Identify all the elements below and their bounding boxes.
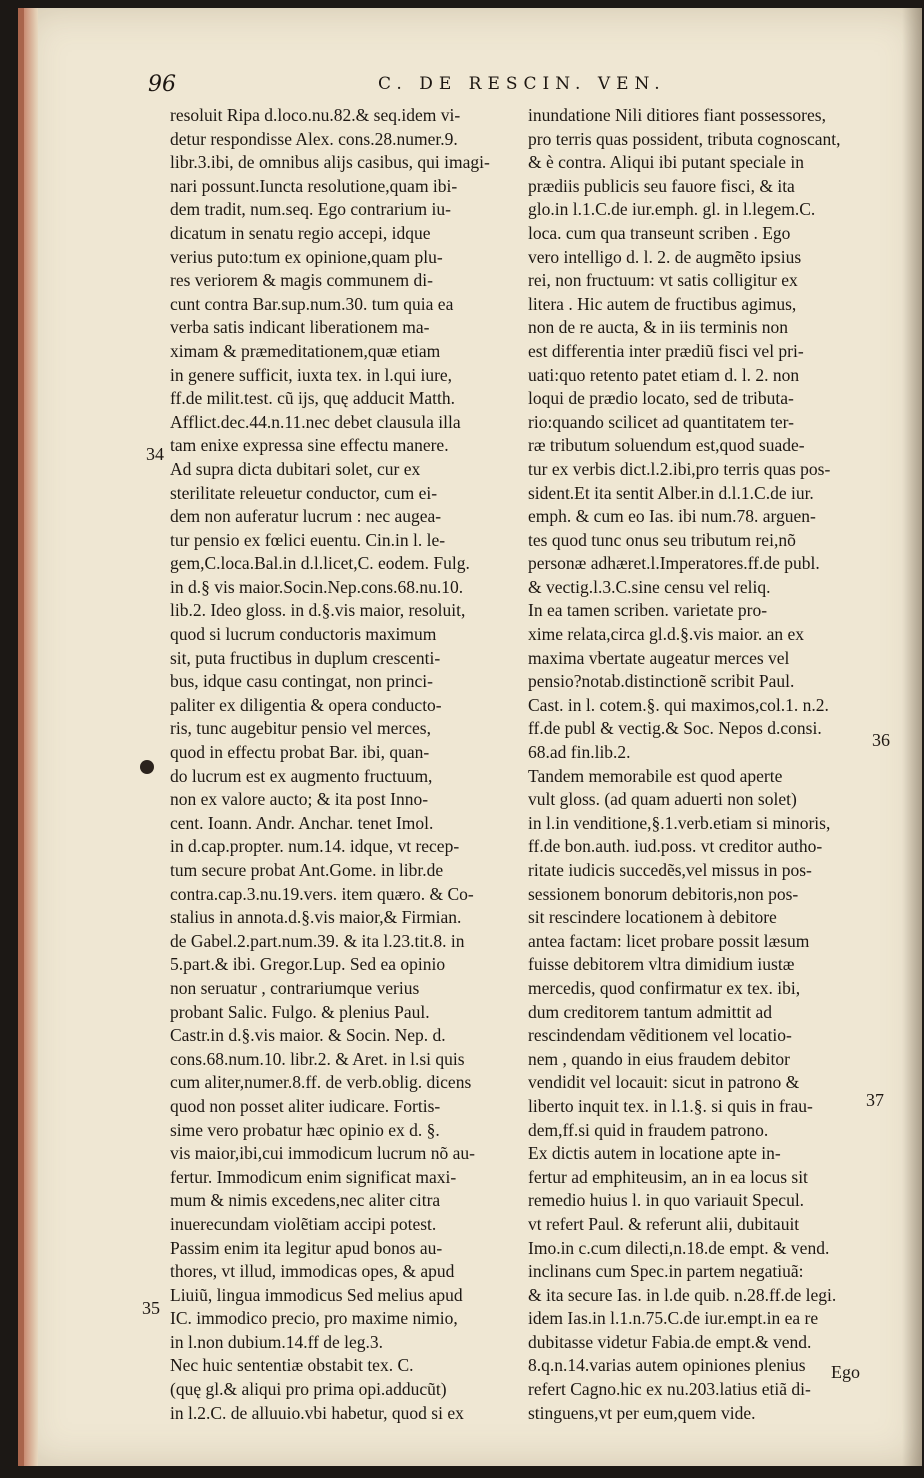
text-line: emph. & cum eo Ias. ibi num.78. arguen- (528, 506, 816, 527)
text-line: personæ adhæret.l.Imperatores.ff.de publ. (528, 553, 820, 574)
text-line: ritate iudicis succedẽs,vel missus in pos- (528, 860, 812, 880)
text-line: ris, tunc augebitur pensio vel merces, (170, 718, 431, 739)
text-line: inundatione Nili ditiores fiant possessores, (528, 105, 826, 125)
text-line: bus, idque casu contingat, non princi- (170, 671, 433, 692)
text-line: Afflict.dec.44.n.11.nec debet clausula illa (170, 411, 461, 432)
text-line: Imo.in c.cum dilecti,n.18.de empt. & vend. (528, 1237, 830, 1258)
text-line: vis maior,ibi,cui immodicum lucrum nõ au- (170, 1143, 476, 1164)
text-line: resoluit Ripa d.loco.nu.82.& seq.idem vi- (170, 105, 461, 125)
text-line: ff.de publ & vectig.& Soc. Nepos d.consi. (528, 718, 822, 739)
page-header (148, 72, 868, 104)
text-line: tur ex verbis dict.l.2.ibi,pro terris quas pos- (528, 458, 831, 479)
text-line: tam enixe expressa sine effectu manere. (170, 435, 449, 456)
text-line: 68.ad fin.lib.2. (528, 742, 631, 763)
text-line: refert Cagno.hic ex nu.203.latius etiã di- (528, 1379, 811, 1400)
text-line: Cast. in l. cotem.§. qui maximos,col.1. n.2. (528, 694, 829, 715)
text-line: ræ tributum soluendum est,quod suade- (528, 435, 805, 456)
text-line: sessionem bonorum debitoris,non pos- (528, 883, 799, 904)
text-line: gem,C.loca.Bal.in d.l.licet,C. eodem. Fulg. (170, 553, 470, 574)
text-line: tes quod tunc onus seu tributum rei,nõ (528, 529, 796, 550)
text-line: non ex valore aucto; & ita post Inno- (170, 789, 429, 810)
margin-number-36: 36 (872, 730, 890, 750)
text-line: dem non auferatur lucrum : nec augea- (170, 506, 442, 527)
text-line: dem tradit, num.seq. Ego contrarium iu- (170, 199, 451, 220)
text-line: est differentia inter prædiũ fisci vel pri- (528, 340, 804, 361)
text-line: loca. cum qua transeunt scriben . Ego (528, 222, 791, 243)
text-line: cunt contra Bar.sup.num.30. tum quia ea (170, 293, 454, 314)
text-line: ff.de bon.auth. iud.poss. vt creditor autho- (528, 836, 823, 857)
text-line: non seruatur , contrariumque verius (170, 977, 420, 998)
text-line: non de re aucta, & in iis terminis non (528, 317, 789, 338)
text-line: mum & nimis excedens,nec aliter citra (170, 1190, 441, 1211)
text-line: fuisse debitorem vltra dimidium iustæ (528, 954, 795, 975)
text-line: sident.Et ita sentit Alber.in d.l.1.C.de iur. (528, 482, 814, 503)
text-line: uati:quo retento patet etiam d. l. 2. non (528, 364, 800, 385)
text-line: & è contra. Aliqui ibi putant speciale in (528, 152, 805, 173)
text-line: cons.68.num.10. libr.2. & Aret. in l.si quis (170, 1048, 465, 1069)
text-line: litera . Hic autem de fructibus agimus, (528, 293, 797, 314)
text-line: lib.2. Ideo gloss. in d.§.vis maior, resoluit, (170, 600, 466, 621)
margin-number-37: 37 (866, 1090, 884, 1110)
text-line: sime vero probatur hæc opinio ex d. §. (170, 1119, 440, 1140)
text-line: res veriorem & magis communem di- (170, 270, 433, 291)
text-line: & vectig.l.3.C.sine censu vel reliq. (528, 576, 771, 597)
text-line: rio:quando scilicet ad quantitatem ter- (528, 411, 794, 432)
text-line: in l.2.C. de alluuio.vbi habetur, quod si ex (170, 1402, 464, 1423)
text-line: fertur. Immodicum enim significat maxi- (170, 1166, 457, 1187)
text-line: quod si lucrum conductoris maximum (170, 624, 437, 645)
text-line: Passim enim ita legitur apud bonos au- (170, 1237, 443, 1258)
text-line: contra.cap.3.nu.19.vers. item quæro. & Co- (170, 883, 474, 904)
text-line: dicatum in senatu regio accepi, idque (170, 222, 431, 243)
ink-blot (140, 760, 154, 774)
text-line: do lucrum est ex augmento fructuum, (170, 765, 433, 786)
text-line: idem Ias.in l.1.n.75.C.de iur.empt.in ea re (528, 1308, 819, 1329)
text-line: cum aliter,numer.8.ff. de verb.oblig. dicens (170, 1072, 472, 1093)
text-line: xime relata,circa gl.d.§.vis maior. an ex (528, 624, 805, 645)
text-line: vero intelligo d. l. 2. de augmẽto ipsius (528, 246, 802, 267)
text-line: cent. Ioann. Andr. Anchar. tenet Imol. (170, 812, 434, 833)
text-line: Ex dictis autem in locatione apte in- (528, 1143, 781, 1164)
text-line: nari possunt.Iuncta resolutione,quam ibi- (170, 175, 458, 196)
text-line: in genere sufficit, iuxta tex. in l.qui iure, (170, 364, 453, 385)
right-column (528, 104, 884, 1425)
text-line: in d.§ vis maior.Socin.Nep.cons.68.nu.10. (170, 576, 464, 597)
left-column (170, 104, 526, 1425)
text-line: dubitasse videtur Fabia.de empt.& vend. (528, 1331, 812, 1352)
text-line: 8.q.n.14.varias autem opiniones plenius (528, 1355, 806, 1376)
text-line: Tandem memorabile est quod aperte (528, 765, 783, 786)
text-line: detur respondisse Alex. cons.28.numer.9. (170, 128, 458, 149)
text-line: prædiis publicis seu fauore fisci, & ita (528, 175, 795, 196)
text-line: ff.de milit.test. cũ ijs, quę adducit Matth. (170, 388, 455, 409)
text-line: Nec huic sententiæ obstabit tex. C. (170, 1355, 414, 1376)
text-line: rei, non fructuum: vt satis colligitur ex (528, 270, 798, 291)
text-line: Castr.in d.§.vis maior. & Socin. Nep. d. (170, 1025, 446, 1046)
text-line: nem , quando in eius fraudem debitor (528, 1048, 790, 1069)
page-edge-shadow (902, 8, 922, 1466)
text-line: probant Salic. Fulgo. & plenius Paul. (170, 1001, 430, 1022)
margin-number-34: 34 (146, 444, 164, 464)
text-line: sterilitate releuetur conductor, cum ei- (170, 482, 438, 503)
text-line: dum creditorem tantum admittit ad (528, 1001, 772, 1022)
text-line: In ea tamen scriben. varietate pro- (528, 600, 768, 621)
text-line: thores, vt illud, immodicas opes, & apud (170, 1261, 455, 1282)
text-line: tum secure probat Ant.Gome. in libr.de (170, 860, 444, 880)
text-line: in l.in venditione,§.1.verb.etiam si minoris, (528, 812, 831, 833)
text-line: pensio?notab.distinctionẽ scribit Paul. (528, 671, 795, 692)
text-line: glo.in l.1.C.de iur.emph. gl. in l.legem.C. (528, 199, 816, 220)
text-line: libr.3.ibi, de omnibus alijs casibus, qui imagi- (170, 152, 490, 173)
text-line: dem,ff.si quid in fraudem patrono. (528, 1119, 769, 1140)
catchword: Ego (831, 1362, 860, 1382)
text-line: vult gloss. (ad quam aduerti non solet) (528, 789, 797, 810)
text-line: remedio huius l. in quo variauit Specul. (528, 1190, 805, 1211)
text-line: fertur ad emphiteusim, an in ea locus sit (528, 1166, 808, 1187)
text-line: maxima vbertate augeatur merces vel (528, 647, 790, 668)
text-line: Ad supra dicta dubitari solet, cur ex (170, 458, 421, 479)
text-line: de Gabel.2.part.num.39. & ita l.23.tit.8. in (170, 930, 465, 951)
text-line: verba satis indicant liberationem ma- (170, 317, 430, 338)
text-line: in l.non dubium.14.ff de leg.3. (170, 1331, 384, 1352)
text-line: vendidit vel locauit: sicut in patrono & (528, 1072, 800, 1093)
text-line: 5.part.& ibi. Gregor.Lup. Sed ea opinio (170, 954, 446, 975)
text-line: sit rescindere locationem à debitore (528, 907, 777, 928)
text-line: mercedis, quod confirmatur ex tex. ibi, (528, 977, 801, 998)
page-gutter (24, 8, 38, 1466)
text-line: vt refert Paul. & referunt alii, dubitauit (528, 1213, 800, 1234)
text-line: ximam & præmeditationem,quæ etiam (170, 340, 441, 361)
text-line: quod non posset aliter iudicare. Fortis- (170, 1095, 441, 1116)
text-line: rescindendam vẽditionem vel locatio- (528, 1025, 792, 1046)
text-line: antea factam: licet probare possit læsum (528, 930, 810, 951)
text-line: in d.cap.propter. num.14. idque, vt recep- (170, 836, 460, 857)
margin-number-35: 35 (142, 1298, 160, 1318)
text-line: liberto inquit tex. in l.1.§. si quis in frau- (528, 1095, 813, 1116)
text-line: pro terris quas possident, tributa cognoscant, (528, 128, 841, 149)
text-line: verius puto:tum ex opinione,quam plu- (170, 246, 443, 267)
text-line: tur pensio ex fœlici euentu. Cin.in l. le- (170, 529, 446, 550)
folio-number: 96 (148, 72, 176, 97)
text-line: quod in effectu probat Bar. ibi, quan- (170, 742, 430, 763)
text-line: Liuiũ, lingua immodicus Sed melius apud (170, 1284, 463, 1305)
text-line: paliter ex diligentia & opera conducto- (170, 694, 442, 715)
text-line: loqui de prædio locato, sed de tributa- (528, 388, 794, 409)
text-line: & ita secure Ias. in l.de quib. n.28.ff.de legi. (528, 1284, 837, 1305)
text-line: inuerecundam violẽtiam accipi potest. (170, 1213, 437, 1234)
running-head: C. DE RESCIN. VEN. (378, 74, 666, 94)
text-line: stinguens,vt per eum,quem vide. (528, 1402, 756, 1423)
text-line: (quę gl.& aliqui pro prima opi.adducũt) (170, 1379, 447, 1400)
text-line: sit, puta fructibus in duplum crescenti- (170, 647, 441, 668)
text-line: inclinans cum Spec.in partem negatiuã: (528, 1261, 804, 1282)
text-line: stalius in annota.d.§.vis maior,& Firmian. (170, 907, 462, 928)
text-line: IC. immodico precio, pro maxime nimio, (170, 1308, 458, 1329)
